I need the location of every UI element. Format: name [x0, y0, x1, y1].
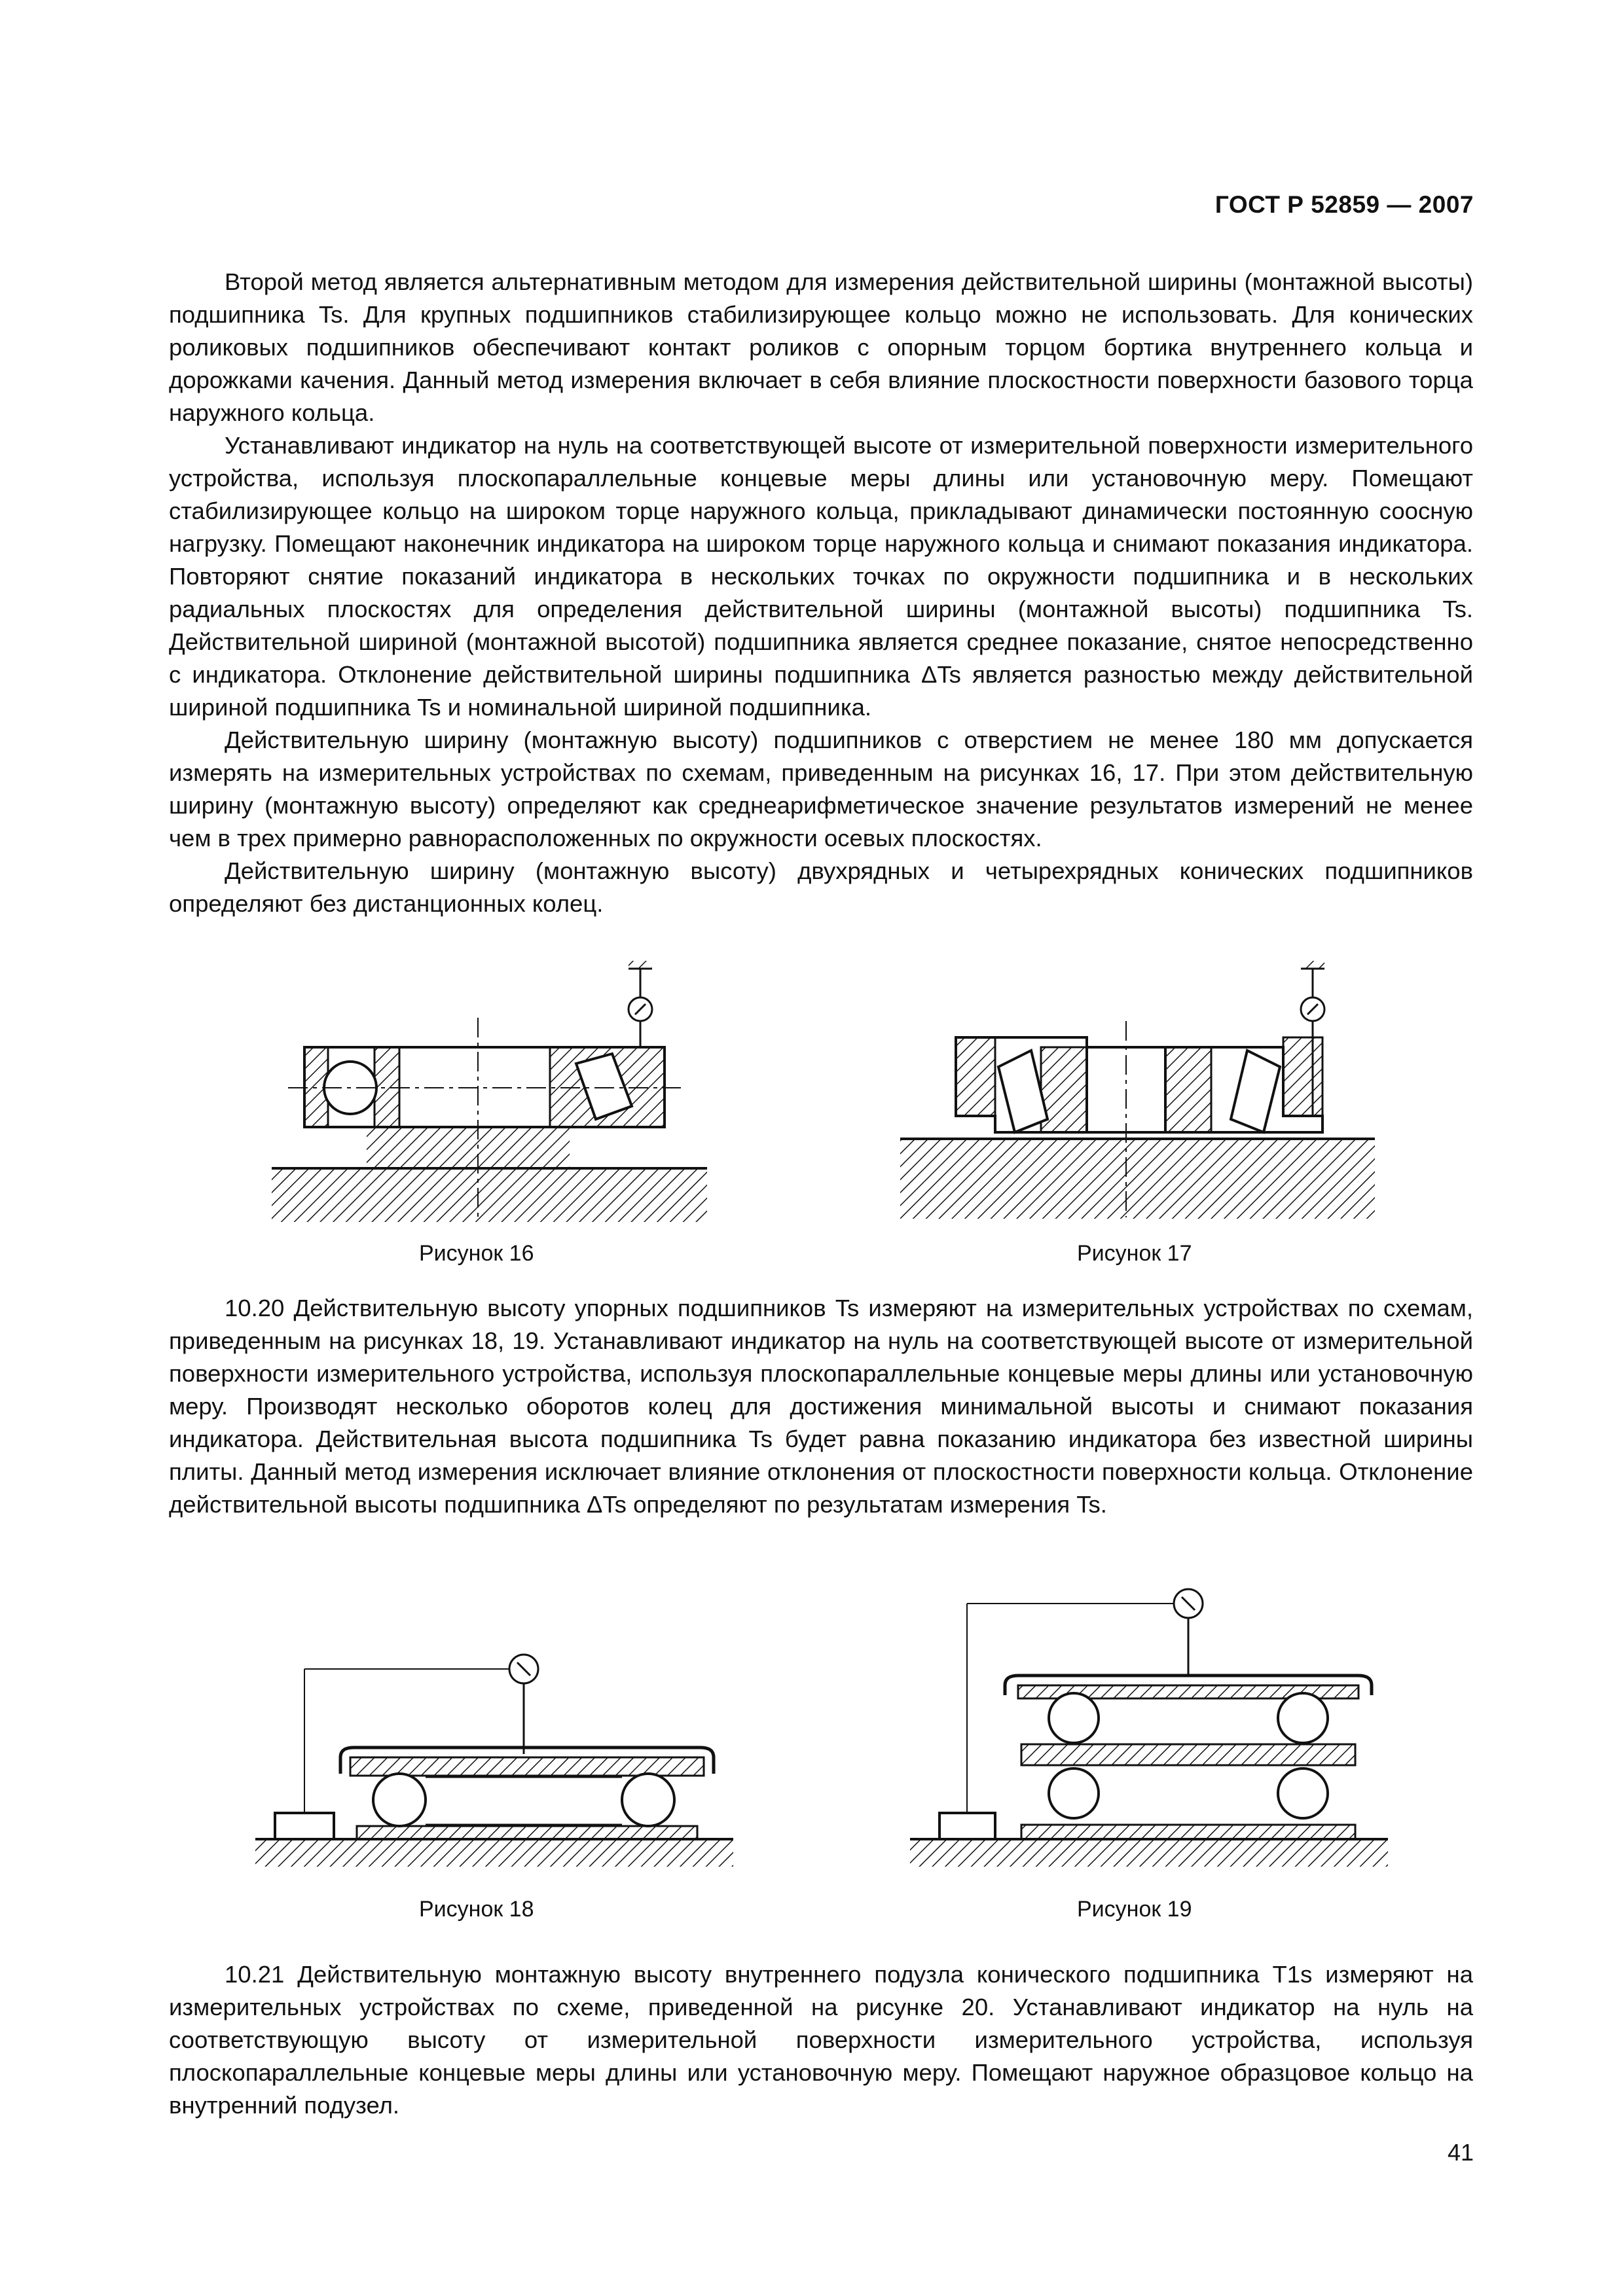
- paragraph-4: Действительную ширину (монтажную высоту) двухрядных и четырехрядных конических подшипников определяют без дистанционных колец.: [169, 857, 1473, 917]
- text-block-1: [169, 266, 1473, 920]
- page-number: 41: [1447, 2139, 1474, 2166]
- paragraph-1: Второй метод является альтернативным методом для измерения действительной ширины (монтажной высоты) подшипника Ts. Для крупных подшипников стабилизирующее кольцо можно не использовать. Для конических роликовых подшипников обеспечивают контакт роликов с опорным торцом бортика внутреннего кольца и дорожками качения. Данный метод измерения включает в себя влияние плоскостности поверхности базового торца наружного кольца.: [169, 268, 1473, 426]
- figure-16-diagram: [262, 956, 720, 1230]
- caption-figure-17: Рисунок 17: [1077, 1241, 1192, 1266]
- paragraph-2: Устанавливают индикатор на нуль на соответствующей высоте от измерительной поверхности измерительного устройства, используя плоскопараллельные концевые меры длины или установочную меру. Помещают стабилизирующее кольцо на широком торце наружного кольца, прикладывают динамически постоянную соосную нагрузку. Помещают наконечник индикатора на широком торце наружного кольца и снимают показания индикатора. Повторяют снятие показаний индикатора в нескольких точках по окружности подшипника и в нескольких радиальных плоскостях для определения действительной ширины (монтажной высоты) подшипника Ts. Действительной шириной (монтажной высотой) подшипника является среднее показание, снятое непосредственно с индикатора. Отклонение действительной ширины подшипника ΔTs является разностью между действительной шириной подшипника Ts и номинальной шириной подшипника.: [169, 432, 1473, 721]
- caption-figure-19: Рисунок 19: [1077, 1897, 1192, 1922]
- paragraph-5: 10.20 Действительную высоту упорных подшипников Ts измеряют на измерительных устройствах по схемам, приведенным на рисунках 18, 19. Устанавливают индикатор на нуль на соответствующей высоте от измерительной поверхности измерительного устройства, используя плоскопараллельные концевые меры длины или установочную меру. Производят несколько оборотов колец для достижения минимальной высоты и снимают показания индикатора. Действительная высота подшипника Ts будет равна показанию индикатора без известной ширины плиты. Данный метод измерения исключает влияние отклонения от плоскостности поверхности кольца. Отклонение действительной высоты подшипника ΔTs определяют по результатам измерения Ts.: [169, 1295, 1473, 1518]
- text-block-3: [169, 1958, 1473, 2122]
- paragraph-6: 10.21 Действительную монтажную высоту внутреннего подузла конического подшипника T1s измеряют на измерительных устройствах по схеме, приведенной на рисунке 20. Устанавливают индикатор на нуль на соответствующую высоту от измерительной поверхности измерительного устройства, используя плоскопараллельные концевые меры длины или установочную меру. Помещают наружное образцовое кольцо на внутренний подузел.: [169, 1961, 1473, 2119]
- figure-17-diagram: [890, 956, 1388, 1230]
- caption-figure-18: Рисунок 18: [419, 1897, 534, 1922]
- document-header: ГОСТ Р 52859 — 2007: [1214, 191, 1474, 218]
- figure-18-diagram: [242, 1643, 746, 1885]
- caption-figure-16: Рисунок 16: [419, 1241, 534, 1266]
- paragraph-3: Действительную ширину (монтажную высоту) подшипников с отверстием не менее 180 мм допускается измерять на измерительных устройствах по схемам, приведенным на рисунках 16, 17. При этом действительную ширину (монтажную высоту) определяют как среднеарифметическое значение результатов измерений не менее чем в трех примерно равнорасположенных по окружности осевых плоскостях.: [169, 726, 1473, 852]
- text-block-2: [169, 1292, 1473, 1521]
- figure-19-diagram: [897, 1577, 1401, 1885]
